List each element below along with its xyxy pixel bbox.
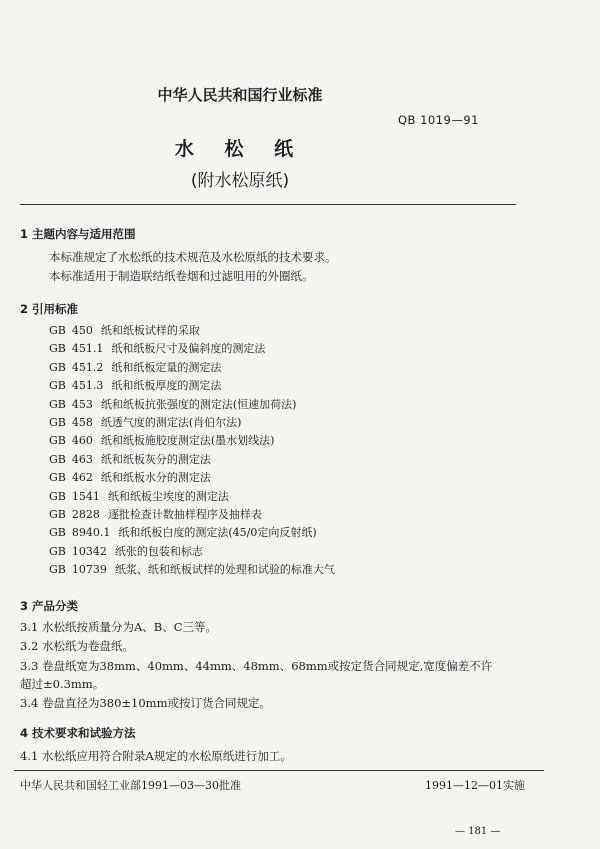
- reference-item: [49, 322, 335, 340]
- document-subtitle: (附水松原纸): [190, 171, 290, 191]
- reference-item: [49, 488, 335, 506]
- clause-4-1: 4.1 水松纸应用符合附录A规定的水松原纸进行加工。: [20, 749, 292, 763]
- reference-number: 451.3: [71, 379, 104, 393]
- document-title: 水 松 纸: [174, 138, 306, 160]
- reference-item: [49, 506, 335, 524]
- reference-title: 纸和纸板厚度的测定法: [111, 379, 222, 393]
- reference-code: GB: [49, 434, 66, 448]
- reference-item: [49, 414, 335, 432]
- reference-number: 451.2: [71, 360, 104, 374]
- page-number: — 181 —: [455, 826, 501, 837]
- reference-title: 纸和纸板抗张强度的测定法(恒速加荷法): [100, 397, 297, 411]
- reference-code: GB: [49, 544, 66, 558]
- clause-3-3: 3.3 卷盘纸宽为38mm、40mm、44mm、48mm、68mm或按定货合同规定,宽度偏差不许: [20, 659, 493, 673]
- reference-number: 10342: [71, 544, 107, 558]
- reference-title: 纸和纸板尘埃度的测定法: [107, 489, 229, 503]
- reference-item: [49, 377, 335, 395]
- reference-item: [49, 524, 335, 542]
- footer-divider: [14, 770, 544, 771]
- reference-item: [49, 359, 335, 377]
- reference-title: 纸浆、纸和纸板试样的处理和试验的标准大气: [114, 563, 335, 577]
- reference-number: 10739: [71, 563, 107, 577]
- reference-title: 纸和纸板定量的测定法: [111, 360, 222, 374]
- section-1-heading: 1 主题内容与适用范围: [20, 227, 136, 241]
- reference-number: 2828: [71, 507, 100, 521]
- reference-title: 纸和纸板灰分的测定法: [100, 452, 211, 466]
- reference-code: GB: [49, 379, 66, 393]
- section-1-paragraph-1: 本标准规定了水松纸的技术规范及水松原纸的技术要求。: [49, 250, 337, 264]
- reference-code: GB: [49, 489, 66, 503]
- reference-title: 纸透气度的测定法(肖伯尔法): [100, 415, 242, 429]
- reference-item: [49, 543, 335, 561]
- reference-code: GB: [49, 507, 66, 521]
- reference-title: 逐批检查计数抽样程序及抽样表: [107, 507, 262, 521]
- standard-code: QB 1019—91: [398, 113, 479, 127]
- reference-title: 纸和纸板试样的采取: [100, 324, 200, 337]
- reference-title: 纸和纸板尺寸及偏斜度的测定法: [111, 342, 266, 356]
- approval-line: 中华人民共和国轻工业部1991—03—30批准: [20, 779, 241, 792]
- reference-number: 450: [71, 324, 93, 337]
- reference-item: [49, 469, 335, 487]
- header-divider: [20, 204, 516, 205]
- section-1-paragraph-2: 本标准适用于制造联结纸卷烟和过滤咀用的外圈纸。: [49, 269, 314, 283]
- reference-code: GB: [49, 324, 66, 337]
- reference-list: [49, 322, 335, 579]
- reference-code: GB: [49, 526, 66, 540]
- reference-title: 纸和纸板施胶度测定法(墨水划线法): [100, 434, 275, 448]
- reference-item: [49, 451, 335, 469]
- clause-3-4: 3.4 卷盘直径为380±10mm或按订货合同规定。: [20, 696, 271, 710]
- reference-code: GB: [49, 397, 66, 411]
- effective-date: 1991—12—01实施: [425, 779, 525, 792]
- reference-code: GB: [49, 360, 66, 374]
- reference-code: GB: [49, 563, 66, 577]
- reference-number: 453: [71, 397, 93, 411]
- reference-code: GB: [49, 342, 66, 356]
- reference-number: 462: [71, 471, 93, 485]
- industry-standard-heading: 中华人民共和国行业标准: [157, 86, 323, 104]
- section-4-heading: 4 技术要求和试验方法: [20, 726, 136, 740]
- reference-code: GB: [49, 415, 66, 429]
- section-2-heading: 2 引用标准: [20, 302, 79, 316]
- reference-number: 8940.1: [71, 526, 111, 540]
- reference-item: [49, 396, 335, 414]
- reference-code: GB: [49, 452, 66, 466]
- reference-item: [49, 432, 335, 450]
- reference-number: 451.1: [71, 342, 104, 356]
- reference-number: 460: [71, 434, 93, 448]
- reference-number: 1541: [71, 489, 100, 503]
- clause-3-2: 3.2 水松纸为卷盘纸。: [20, 639, 134, 653]
- reference-code: GB: [49, 471, 66, 485]
- reference-title: 纸张的包装和标志: [114, 544, 203, 558]
- reference-item: [49, 561, 335, 579]
- clause-3-3-continued: 超过±0.3mm。: [20, 677, 105, 691]
- section-3-heading: 3 产品分类: [20, 599, 79, 613]
- reference-number: 458: [71, 415, 93, 429]
- reference-title: 纸和纸板白度的测定法(45/0定向反射纸): [118, 526, 317, 540]
- reference-title: 纸和纸板水分的测定法: [100, 471, 211, 485]
- reference-item: [49, 340, 335, 358]
- clause-3-1: 3.1 水松纸按质量分为A、B、C三等。: [20, 620, 217, 634]
- reference-number: 463: [71, 452, 93, 466]
